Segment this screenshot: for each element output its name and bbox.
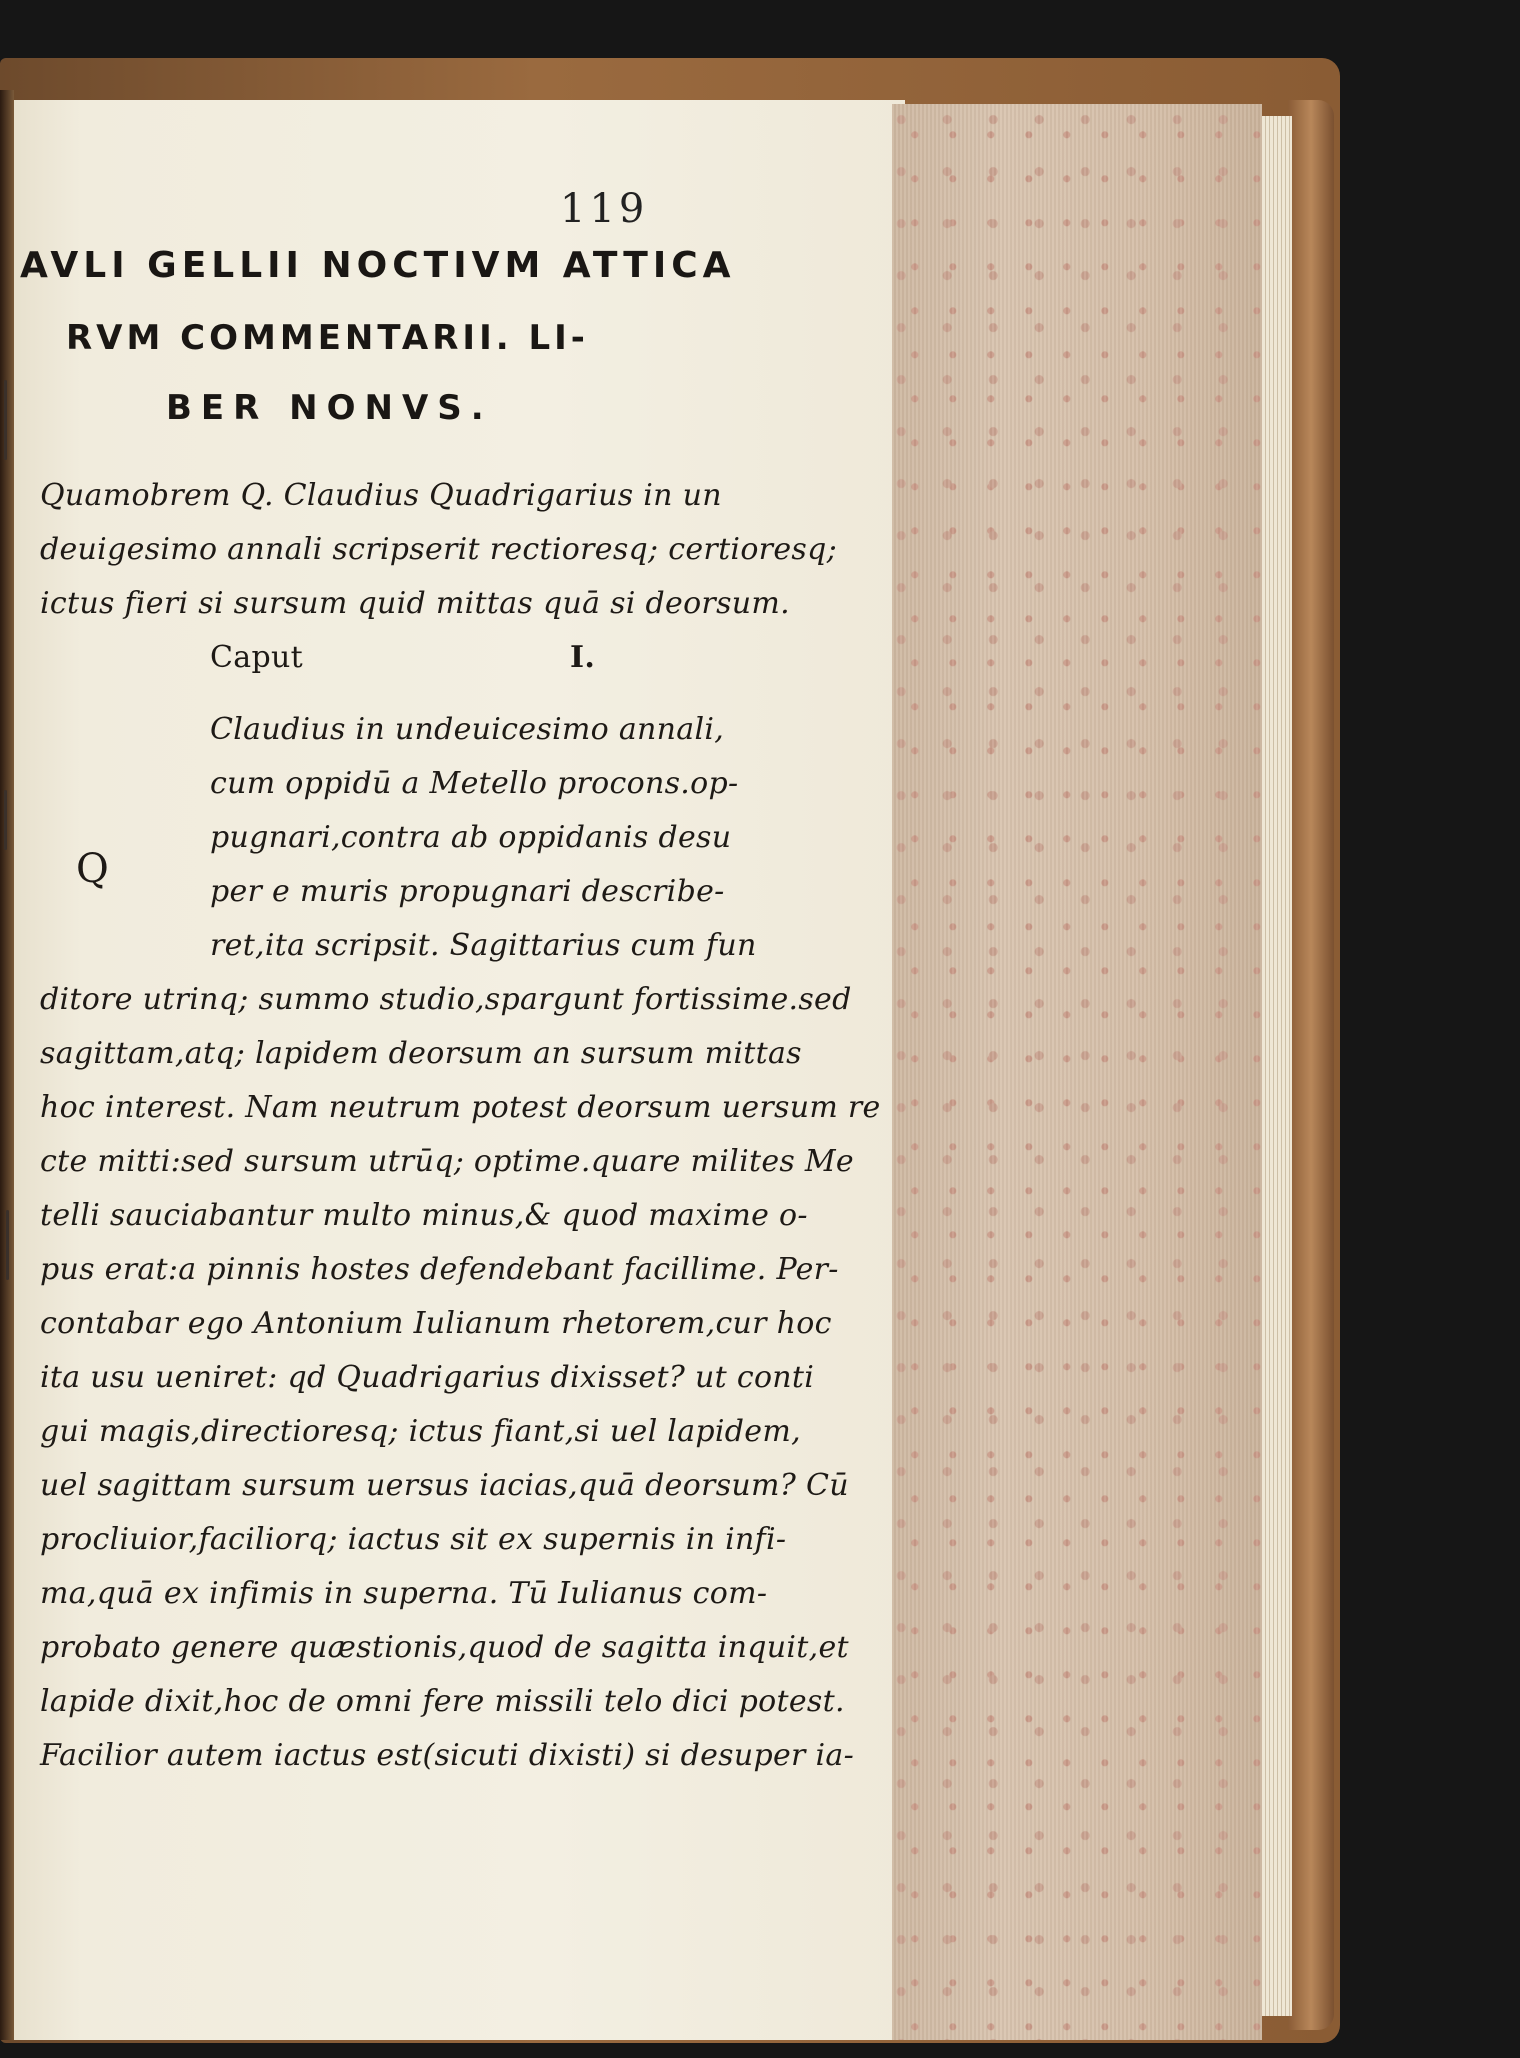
text-line: Claudius in undeuicesimo annali, [210, 712, 725, 747]
text-line: ditore utrinq; summo studio,spargunt fortissime.sed [40, 982, 852, 1017]
page-block-edge [1258, 116, 1292, 2016]
text-line: ita usu ueniret: qd Quadrigarius dixisset? ut conti [40, 1360, 815, 1395]
chapter-heading-line: ictus fieri si sursum quid mittas quā si deorsum. [40, 586, 790, 621]
text-line: per e muris propugnari describe- [210, 874, 725, 909]
text-line: lapide dixit,hoc de omni fere missili telo dici potest. [40, 1684, 845, 1719]
text-line: hoc interest. Nam neutrum potest deorsum uersum re [40, 1090, 881, 1125]
drop-initial: Q [76, 846, 109, 892]
running-title-line-2: RVM COMMENTARII. LI- [66, 318, 589, 358]
text-line: ma,quā ex infimis in superna. Tū Iulianus com- [40, 1576, 768, 1611]
folio-number: 119 [560, 186, 649, 232]
text-line: ret,ita scripsit. Sagittarius cum fun [210, 928, 757, 963]
chapter-heading-line: Quamobrem Q. Claudius Quadrigarius in un [40, 478, 722, 513]
caput-number: I. [570, 640, 596, 675]
running-title-line-1: AVLI GELLII NOCTIVM ATTICA [20, 245, 736, 286]
text-line: cum oppidū a Metello procons.op- [210, 766, 739, 801]
margin-mark [4, 380, 7, 460]
speckled-fore-edge [892, 104, 1262, 2040]
text-line: pus erat:a pinnis hostes defendebant facillime. Per- [40, 1252, 839, 1287]
text-line: pugnari,contra ab oppidanis desu [210, 820, 732, 855]
caput-label: Caput [210, 640, 303, 675]
binding-right-edge [1288, 100, 1334, 2030]
text-line: contabar ego Antonium Iulianum rhetorem,cur hoc [40, 1306, 832, 1341]
text-line: procliuior,faciliorq; iactus sit ex supernis in infi- [40, 1522, 787, 1557]
margin-mark [4, 790, 7, 850]
text-line: probato genere quæstionis,quod de sagitta inquit,et [40, 1630, 849, 1665]
text-line: telli sauciabantur multo minus,& quod maxime o- [40, 1198, 808, 1233]
chapter-heading-line: deuigesimo annali scripserit rectioresq; certioresq; [40, 532, 837, 567]
margin-mark [6, 1210, 9, 1280]
spine-gutter [0, 90, 14, 2040]
text-line: gui magis,directioresq; ictus fiant,si uel lapidem, [40, 1414, 801, 1449]
text-line: cte mitti:sed sursum utrūq; optime.quare milites Me [40, 1144, 854, 1179]
text-line: Facilior autem iactus est(sicuti dixisti) si desuper ia- [40, 1738, 855, 1773]
running-title-line-3: BER NONVS. [166, 388, 493, 428]
text-line: uel sagittam sursum uersus iacias,quā deorsum? Cū [40, 1468, 849, 1503]
text-line: sagittam,atq; lapidem deorsum an sursum mittas [40, 1036, 802, 1071]
